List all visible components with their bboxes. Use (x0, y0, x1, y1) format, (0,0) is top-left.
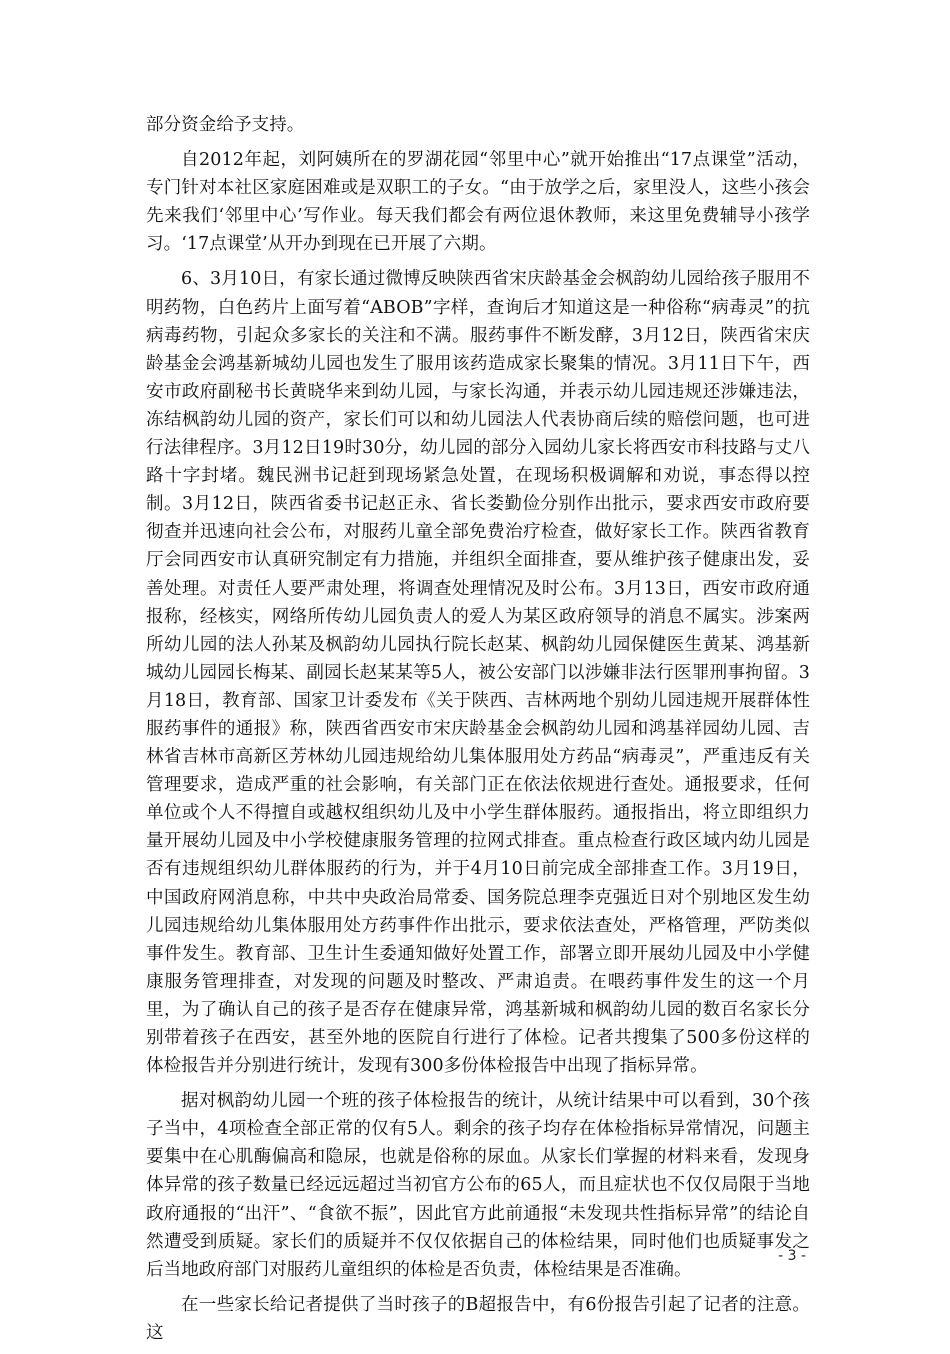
page-number: - 3 - (778, 1248, 806, 1264)
paragraph-3: 6、3月10日，有家长通过微博反映陕西省宋庆龄基金会枫韵幼儿园给孩子服用不明药物，白色药片上面写着“ABOB”字样，查询后才知道这是一种俗称“病毒灵”的抗病毒药物，引起众多家长的关注和不满。服药事件不断发酵，3月12日，陕西省宋庆龄基金会鸿基新城幼儿园也发生了服用该药造成家长聚集的情况。3月11日下午，西安市政府副秘书长黄晓华来到幼儿园，与家长沟通，并表示幼儿园违规还涉嫌违法，冻结枫韵幼儿园的资产，家长们可以和幼儿园法人代表协商后续的赔偿问题，也可进行法律程序。3月12日19时30分，幼儿园的部分入园幼儿家长将西安市科技路与丈八路十字封堵。魏民洲书记赶到现场紧急处置，在现场积极调解和劝说，事态得以控制。3月12日，陕西省委书记赵正永、省长娄勤俭分别作出批示，要求西安市政府要彻查并迅速向社会公布，对服药儿童全部免费治疗检查，做好家长工作。陕西省教育厅会同西安市认真研究制定有力措施，并组织全面排查，要从维护孩子健康出发，妥善处理。对责任人要严肃处理，将调查处理情况及时公布。3月13日，西安市政府通报称，经核实，网络所传幼儿园负责人的爱人为某区政府领导的消息不属实。涉案两所幼儿园的法人孙某及枫韵幼儿园执行院长赵某、枫韵幼儿园保健医生黄某、鸿基新城幼儿园园长梅某、副园长赵某某等5人，被公安部门以涉嫌非法行医罪刑事拘留。3月18日，教育部、国家卫计委发布《关于陕西、吉林两地个别幼儿园违规开展群体性服药事件的通报》称，陕西省西安市宋庆龄基金会枫韵幼儿园和鸿基祥园幼儿园、吉林省吉林市高新区芳林幼儿园违规给幼儿集体服用处方药品“病毒灵”，严重违反有关管理要求，造成严重的社会影响，有关部门正在依法依规进行查处。通报要求，任何单位或个人不得擅自或越权组织幼儿及中小学生群体服药。通报指出，将立即组织力量开展幼儿园及中小学校健康服务管理的拉网式排查。重点检查行政区域内幼儿园是否有违规组织幼儿群体服药的行为，并于4月10日前完成全部排查工作。3月19日，中国政府网消息称，中共中央政治局常委、国务院总理李克强近日对个别地区发生幼儿园违规给幼儿集体服用处方药事件作出批示，要求依法查处，严格管理，严防类似事件发生。教育部、卫生计生委通知做好处置工作，部署立即开展幼儿园及中小学健康服务管理排查，对发现的问题及时整改、严肃追责。在喂药事件发生的这一个月里，为了确认自己的孩子是否存在健康异常，鸿基新城和枫韵幼儿园的数百名家长分别带着孩子在西安，甚至外地的医院自行进行了体检。记者共搜集了500多份这样的体检报告并分别进行统计，发现有300多份体检报告中出现了指标异常。 (146, 269, 810, 1077)
paragraph-5: 在一些家长给记者提供了当时孩子的B超报告中，有6份报告引起了记者的注意。这 (146, 1294, 810, 1343)
paragraph-4: 据对枫韵幼儿园一个班的孩子体检报告的统计，从统计结果中可以看到，30个孩子当中，4项检查全部正常的仅有5人。剩余的孩子均存在体检指标异常情况，问题主要集中在心肌酶偏高和隐尿，也就是俗称的尿血。从家长们掌握的材料来看，发现身体异常的孩子数量已经远远超过当初官方公布的65人，而且症状也不仅仅局限于当地政府通报的“出汗”、“食欲不振”，因此官方此前通报“未发现共性指标异常”的结论自然遭受到质疑。家长们的质疑并不仅仅依据自己的体检结果，同时他们也质疑事发之后当地政府部门对服药儿童组织的体检是否负责，体检结果是否准确。 (146, 1091, 810, 1280)
body-text (146, 111, 810, 1354)
paragraph-1: 部分资金给予支持。 (146, 115, 305, 135)
paragraph-2: 自2012年起，刘阿姨所在的罗湖花园“邻里中心”就开始推出“17点课堂”活动，专门针对本社区家庭困难或是双职工的子女。“由于放学之后，家里没人，这些小孩会先来我们‘邻里中心’写作业。每天我们都会有两位退休教师，来这里免费辅导小孩学习。‘17点课堂’从开办到现在已开展了六期。 (146, 150, 810, 255)
